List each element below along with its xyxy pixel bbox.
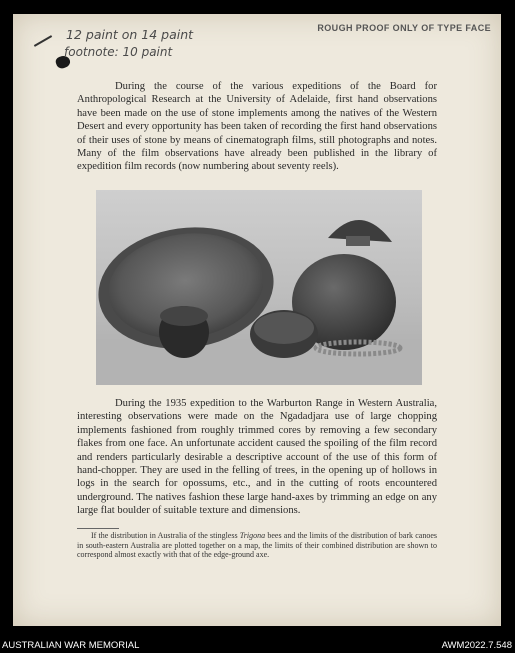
photograph-wooden-vessels [96,190,422,385]
footnote [77,531,437,560]
proof-stamp: ROUGH PROOF ONLY OF TYPE FACE [317,23,491,33]
accession-number: AWM2022.7.548 [441,640,512,651]
footnote-rule [77,528,119,529]
footnote-text-2: bees and the limits of the distribution of bark canoes in south-eastern Australia are plotted together on a map, the limits of their combined distribution are shown to correspond almost exactly with that of the edge-ground axe. [77,531,437,560]
vessels-illustration [96,190,422,385]
footnote-italic-term: Trigona [239,531,266,540]
body-paragraph-1: During the course of the various expeditions of the Board for Anthropological Research at the University of Adelaide, first hand observations have been made on the use of stone implements among the natives of the Western Desert and every opportunity has been taken of recording the first hand observations of their uses of stone by means of cinematograph films, still photographs and notes. Many of the film observations have already been published in the library of expedition film records (now numbering about seventy reels). [77,81,437,173]
pencil-mark [34,35,52,47]
body-paragraph-2: During the 1935 expedition to the Warburton Range in Western Australia, interesting observations were made on the Ngadadjara use of large chopping implements fashioned from roughly trimmed cores by removing a few secondary flakes from one face. An unfortunate accident caused the spoiling of the film record and renders particularly desirable a descriptive account of the use of this form of hand-chopper. They are used in the felling of trees, in the opening up of hollows in logs in the search for opossums, etc., and in the cutting of roots encountered underground. The natives fashion these large hand-axes by trimming an edge on any large flat boulder of suitable texture and dimensions. [77,398,437,517]
document-page [13,14,501,626]
institution-credit: AUSTRALIAN WAR MEMORIAL [2,640,140,651]
footnote-text-1: If the distribution in Australia of the stingless [91,531,240,540]
handwritten-note-2: footnote: 10 paint [64,45,173,59]
handwritten-note-1: 12 paint on 14 paint [66,27,194,42]
